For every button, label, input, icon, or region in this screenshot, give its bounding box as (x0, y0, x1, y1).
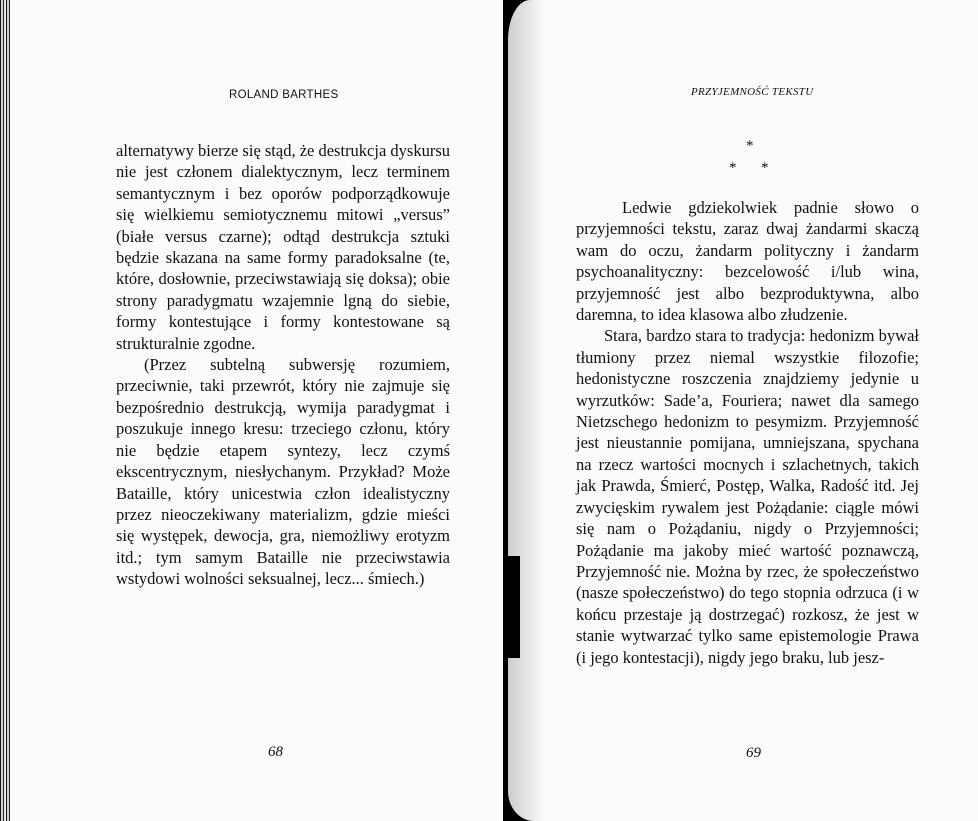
asterism-star: * (761, 160, 769, 176)
right-page (508, 0, 978, 821)
page-edge-fringe (0, 0, 10, 821)
right-body-text (576, 197, 919, 668)
running-header-title: PRZYJEMNOŚĆ TEKSTU (691, 86, 814, 98)
asterism-star: * (729, 160, 737, 176)
page-number: 68 (268, 744, 283, 760)
asterism-star: * (746, 138, 754, 154)
scan-marker-block (508, 556, 520, 658)
running-header-author: ROLAND BARTHES (229, 89, 339, 101)
gutter-shadow (508, 0, 546, 821)
paragraph: (Przez subtelną subwersję rozumiem, przeciwnie, taki przewrót, który nie zajmuje się bezpośrednio destrukcją, wymija paradygmat i poszukuje innego kresu: trzeciego członu, który nie będzie etapem syntezy, lecz czymś ekscentrycznym, niesłychanym. Przykład? Może Bataille, który unicestwia człon idealistyczny przez nieoczekiwany materializm, gdzie mieści się występek, dewocja, gra, niemożliwy erotyzm itd.; tym samym Bataille nie przeciwstawia wstydowi wolności seksualnej, lecz... śmiech.) (116, 355, 450, 589)
paragraph: Ledwie gdziekolwiek padnie słowo o przyjemności tekstu, zaraz dwaj żandarmi skaczą wam do oczu, żandarm polityczny i żandarm psychoanalityczny: bezcelowość i/lub wina, przyjemność jest albo bezproduktywna, albo daremna, to idea klasowa albo złudzenie. (576, 198, 919, 325)
paragraph: alternatywy bierze się stąd, że destrukcja dyskursu nie jest członem dialektycznym, lecz terminem semantycznym i bez oporów podporządkowuje się wielkiemu semiotycznemu mitowi „versus” (białe versus czarne); odtąd destrukcja sztuki będzie skazana na same formy paradoksalne (te, które, dosłownie, przeciwstawiają się doksa); obie strony paradygmatu wzajemnie lgną do siebie, formy kontestujące i formy kontestowane są strukturalnie zgodne. (116, 141, 451, 353)
paragraph: Stara, bardzo stara to tradycja: hedonizm bywał tłumiony przez niemal wszystkie filozofie; hedonistyczne roszczenia znajdziemy jedynie u wyrzutków: Sade’a, Fouriera; nawet dla samego Nietzschego hedonizm to pesymizm. Przyjemność jest nieustannie pomijana, umniejszana, spychana na rzecz wartości mocnych i szlachetnych, takich jak Prawda, Śmierć, Postęp, Walka, Radość itd. Jej zwycięskim rywalem jest Pożądanie: ciągle mówi się nam o Pożądaniu, nigdy o Przyjemności; Pożądanie ma jakoby mieć wartość poznawczą, Przyjemność nie. Można by rzec, że społeczeństwo (nasze społeczeństwo) do tego stopnia odrzuca (i w końcu przestaje ją dostrzegać) rozkosz, że jest w stanie wytwarzać tylko same epistemologie Prawa (i jego kontestacji), nigdy jego braku, lub jesz- (576, 326, 919, 667)
left-body-text (116, 140, 450, 590)
page-number: 69 (746, 745, 761, 761)
